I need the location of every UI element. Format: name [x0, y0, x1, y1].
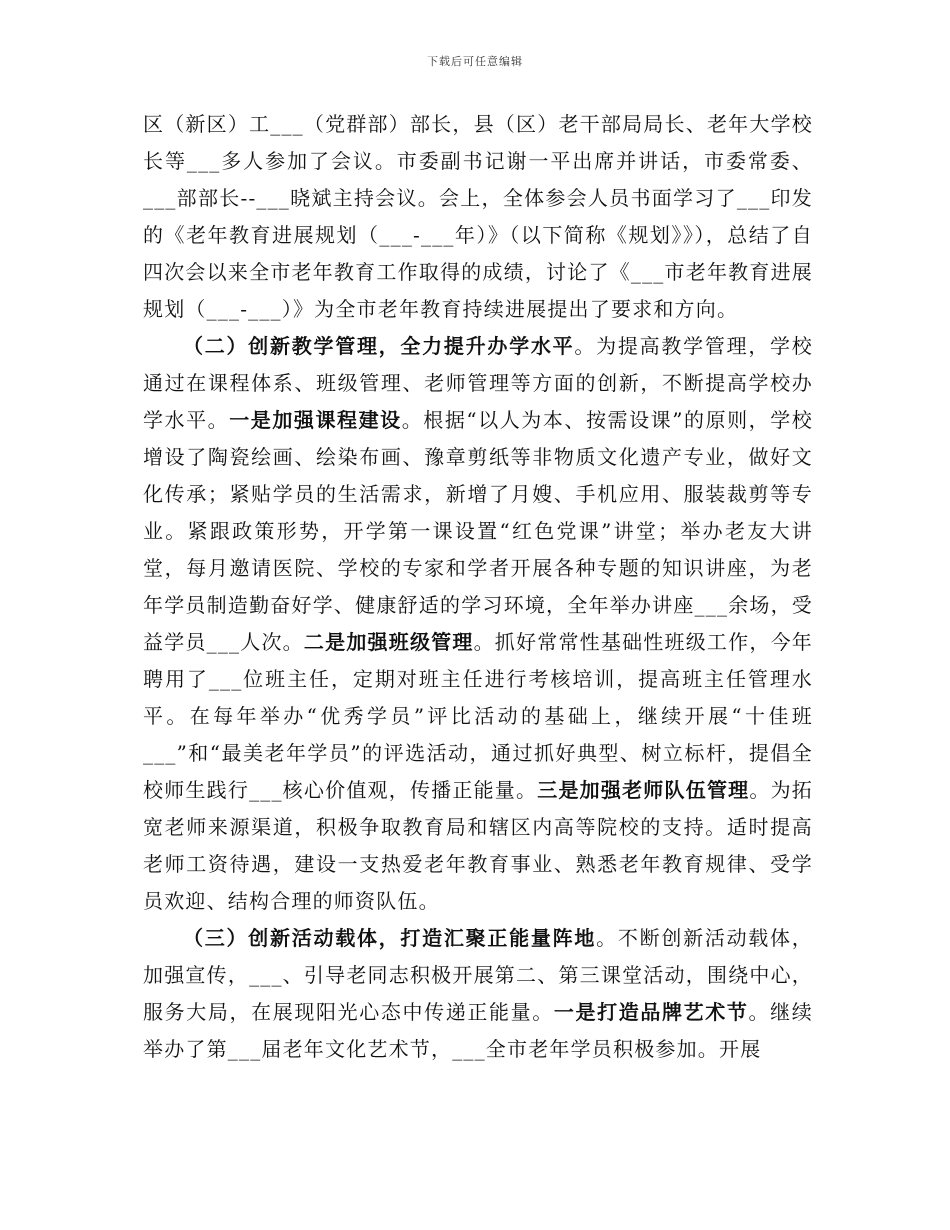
bold-heading-text: 二是加强班级管理 — [303, 630, 474, 654]
bold-heading-text: 三是加强老师队伍管理 — [537, 778, 750, 802]
paragraph — [143, 328, 813, 920]
body-text-run: 。为拓宽老师来源渠道，积极争取教育局和辖区内高等院校的支持。适时提高老师工资待遇，建设一支热爱老年教育事业、熟悉老年教育规律、受学员欢迎、结构合理的师资队伍。 — [143, 778, 814, 913]
paragraph — [143, 920, 813, 1068]
document-body — [143, 106, 813, 1068]
bold-heading-text: （二）创新教学管理，全力提升办学水平 — [183, 334, 575, 358]
body-text-run: 。不断创新活动载体，加强宣传，___、引导老同志积极开展第二、第三课堂活动，围绕中心，服务大局，在展现阳光心态中传递正能量。 — [143, 926, 813, 1024]
body-text-run: 。为提高教学管理，学校通过在课程体系、班级管理、老师管理等方面的创新，不断提高学校办学水平。 — [143, 334, 813, 432]
body-text-run: 区（新区）工___（党群部）部长，县（区）老干部局局长、老年大学校长等___多人参加了会议。市委副书记谢一平出席并讲话，市委常委、___部部长--___晓斌主持会议。会上，全体参会人员书面学习了___印发的《老年教育进展规划（___-___年）》（以下简称《规划》》），总结了自四次会以来全市老年教育工作取得的成绩，讨论了《___市老年教育进展规划（___-___）》为全市老年教育持续进展提出了要求和方向。 — [143, 112, 813, 321]
body-text-run: 。抓好常常性基础性班级工作，今年聘用了___位班主任，定期对班主任进行考核培训，提高班主任管理水平。在每年举办“优秀学员”评比活动的基础上，继续开展“十佳班___”和“最美老年学员”的评选活动，通过抓好典型、树立标杆，提倡全校师生践行___核心价值观，传播正能量。 — [143, 630, 813, 802]
page-header: 下载后可任意编辑 — [427, 55, 523, 68]
bold-heading-text: 一是加强课程建设 — [229, 408, 402, 432]
body-text-run: 。继续举办了第___届老年文化艺术节，___全市老年学员积极参加。开展 — [143, 1000, 813, 1061]
body-text-run: 。根据“以人为本、按需设课”的原则，学校增设了陶瓷绘画、绘染布画、豫章剪纸等非物质文化遗产专业，做好文化传承；紧贴学员的生活需求，新增了月嫂、手机应用、服装裁剪等专业。紧跟政策形势，开学第一课设置“红色党课”讲堂；举办老友大讲堂，每月邀请医院、学校的专家和学者开展各种专题的知识讲座，为老年学员制造勤奋好学、健康舒适的学习环境，全年举办讲座___余场，受益学员___人次。 — [143, 408, 814, 654]
bold-heading-text: （三）创新活动载体，打造汇聚正能量阵地 — [183, 926, 597, 950]
bold-heading-text: 一是打造品牌艺术节 — [553, 1000, 749, 1024]
paragraph — [143, 106, 813, 328]
